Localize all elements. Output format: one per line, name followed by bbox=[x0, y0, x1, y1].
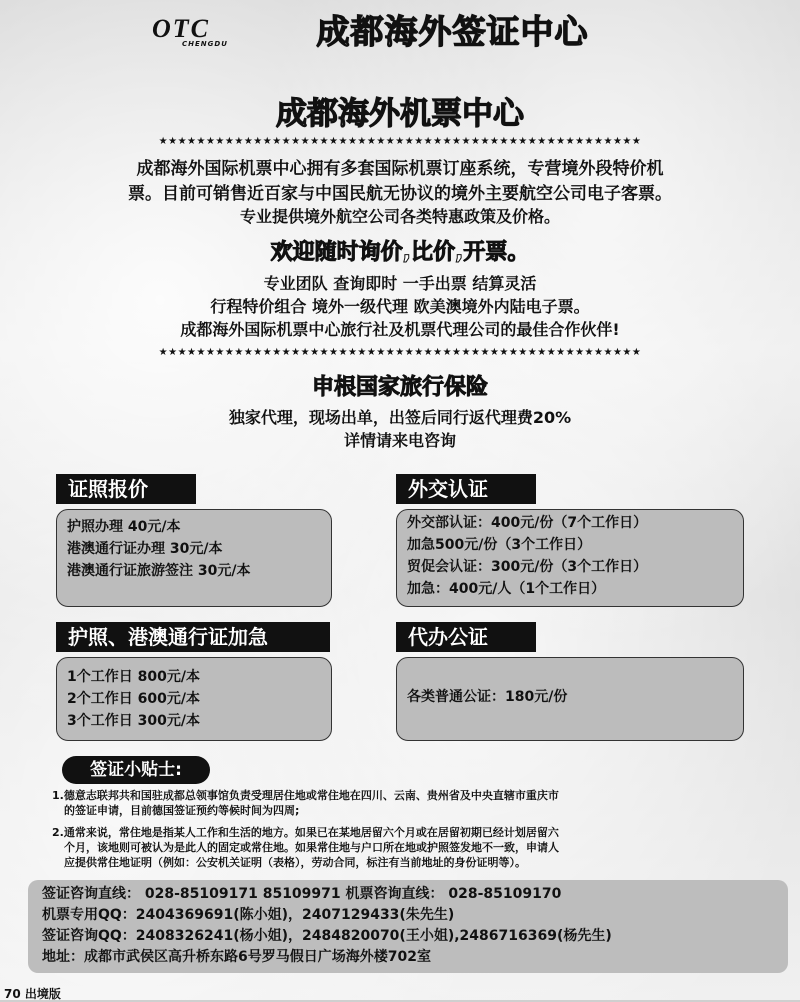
intro-line-2: 票。目前可销售近百家与中国民航无协议的境外主要航空公司电子客票。 bbox=[128, 184, 672, 204]
contact-panel bbox=[28, 880, 788, 973]
passport-price-label: 证照报价 bbox=[56, 474, 196, 504]
list-item: 2个工作日 600元/本 bbox=[67, 691, 200, 707]
contact-line-visa-qq: 签证咨询QQ：2408326241(杨小姐)，2484820070(王小姐),2486716369(杨先生) bbox=[42, 928, 612, 944]
urgent-label: 护照、港澳通行证加急 bbox=[56, 622, 330, 652]
welcome-heading: 欢迎随时询价,比价,开票。 bbox=[270, 240, 530, 265]
ticket-center-title: 成都海外机票中心 bbox=[276, 96, 524, 132]
diplomatic-label: 外交认证 bbox=[396, 474, 536, 504]
list-item: 1个工作日 800元/本 bbox=[67, 669, 200, 685]
urgent-box bbox=[56, 657, 332, 741]
passport-price-box bbox=[56, 509, 332, 607]
tip-line: 的签证申请，目前德国签证预约等候时间为四周; bbox=[64, 804, 300, 817]
feature-line-2: 行程特价组合 境外一级代理 欧美澳境外内陆电子票。 bbox=[210, 297, 590, 316]
page-title: 成都海外签证中心 bbox=[316, 12, 589, 51]
notary-box bbox=[396, 657, 744, 741]
contact-line-address: 地址：成都市武侯区高升桥东路6号罗马假日广场海外楼702室 bbox=[42, 949, 431, 965]
notary-label: 代办公证 bbox=[396, 622, 536, 652]
star-divider: ★★★★★★★★★★★★★★★★★★★★★★★★★★★★★★★★★★★★★★★★★★★★★★★★★★★ bbox=[158, 347, 642, 358]
feature-line-3: 成都海外国际机票中心旅行社及机票代理公司的最佳合作伙伴! bbox=[180, 320, 620, 339]
logo-subtext: CHENGDU bbox=[182, 40, 228, 48]
tip-line: 应提供常住地证明（例如：公安机关证明（表格），劳动合同，标注有当前地址的身份证明等）。 bbox=[64, 856, 526, 869]
insurance-line-2: 详情请来电咨询 bbox=[343, 431, 456, 450]
list-item: 外交部认证：400元/份（7个工作日） bbox=[407, 515, 648, 531]
feature-line-1: 专业团队 查询即时 一手出票 结算灵活 bbox=[263, 274, 537, 293]
list-item: 港澳通行证旅游签注 30元/本 bbox=[67, 563, 251, 579]
contact-line-ticket-qq: 机票专用QQ：2404369691(陈小姐)，2407129433(朱先生) bbox=[42, 907, 455, 923]
page-footer: 70 出境版 bbox=[4, 987, 61, 1001]
insurance-line-1: 独家代理，现场出单，出签后同行返代理费20% bbox=[228, 408, 572, 427]
contact-line-hotlines: 签证咨询直线： 028-85109171 85109971 机票咨询直线： 028-85109170 bbox=[42, 886, 562, 902]
tip-item-1 bbox=[52, 788, 752, 818]
tip-item-2 bbox=[52, 825, 752, 870]
visa-tips-label: 签证小贴士: bbox=[62, 756, 210, 784]
logo-text: OTC bbox=[152, 14, 210, 43]
intro-line-1: 成都海外国际机票中心拥有多套国际机票订座系统，专营境外段特价机 bbox=[136, 159, 664, 179]
tip-line: 1.德意志联邦共和国驻成都总领事馆负责受理居住地或常住地在四川、云南、贵州省及中央直辖市重庆市 bbox=[52, 789, 559, 802]
insurance-heading: 申根国家旅行保险 bbox=[311, 375, 488, 400]
list-item: 加急500元/份（3个工作日） bbox=[407, 537, 592, 553]
list-item: 各类普通公证：180元/份 bbox=[407, 689, 568, 705]
star-divider: ★★★★★★★★★★★★★★★★★★★★★★★★★★★★★★★★★★★★★★★★★★★★★★★★★★★ bbox=[158, 136, 642, 147]
otc-logo bbox=[152, 16, 242, 50]
tip-line: 2.通常来说，常住地是指某人工作和生活的地方。如果已在某地居留六个月或在居留初期已经计划居留六 bbox=[52, 826, 559, 839]
list-item: 港澳通行证办理 30元/本 bbox=[67, 541, 223, 557]
tip-line: 个月，该地则可被认为是此人的固定或常住地。如果常住地与户口所在地或护照签发地不一致，申请人 bbox=[64, 841, 559, 854]
list-item: 加急：400元/人（1个工作日） bbox=[407, 581, 606, 597]
intro-line-3: 专业提供境外航空公司各类特惠政策及价格。 bbox=[239, 207, 560, 226]
list-item: 护照办理 40元/本 bbox=[67, 519, 181, 535]
list-item: 贸促会认证：300元/份（3个工作日） bbox=[407, 559, 648, 575]
diplomatic-box bbox=[396, 509, 744, 607]
list-item: 3个工作日 300元/本 bbox=[67, 713, 200, 729]
